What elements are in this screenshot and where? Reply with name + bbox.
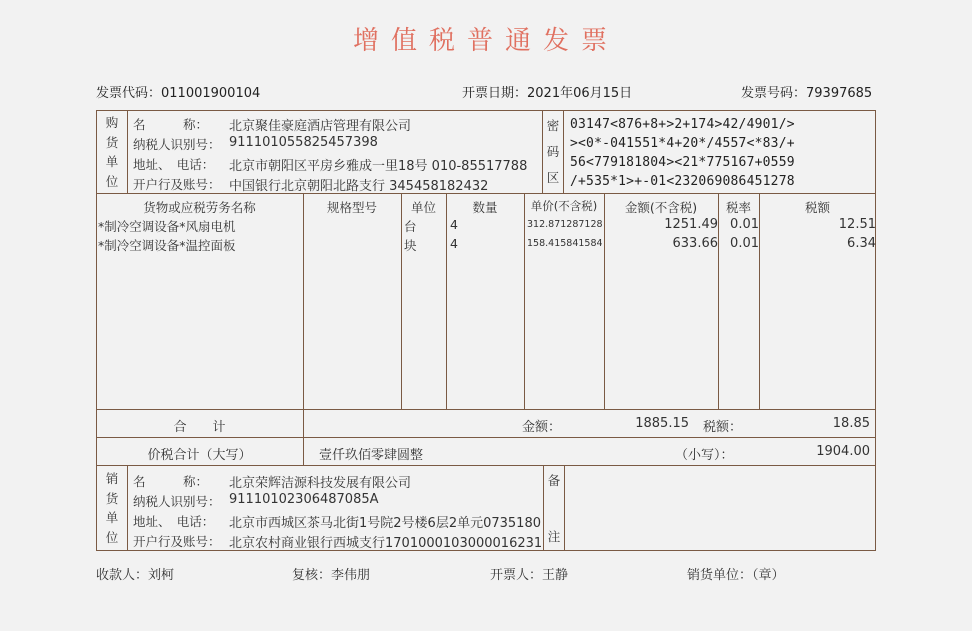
grand-total-in-words: 壹仟玖佰零肆圆整 [319, 448, 424, 463]
item-unit: 块 [404, 238, 417, 253]
item-amount: 1251.49 [664, 217, 718, 232]
totals-amount-label: 金额： [522, 420, 562, 435]
seller-section-label: 销 货 单 位 [105, 471, 119, 545]
item-rate: 0.01 [730, 236, 759, 251]
item-amount: 633.66 [672, 236, 718, 251]
totals-tax: 18.85 [832, 416, 870, 431]
item-name: *制冷空调设备*温控面板 [98, 238, 236, 253]
seller-bank: 北京农村商业银行西城支行1701000103000016231 [229, 536, 543, 551]
issuer-value: 王静 [542, 568, 569, 583]
totals-label: 合 计 [173, 420, 226, 435]
col-header-amount: 金额(不含税) [624, 200, 698, 215]
reviewer-label: 复核： [292, 568, 332, 583]
col-header-unit: 单位 [410, 200, 436, 215]
seller-unit-stamp: 销货单位：（章） [687, 568, 785, 583]
seller-bank-label: 开户行及账号： [133, 534, 221, 549]
invoice-date-value: 2021年06月15日 [527, 86, 633, 101]
invoice-code-label: 发票代码： [96, 86, 162, 101]
buyer-address-label: 地址、 电话： [133, 157, 215, 172]
buyer-bank-label: 开户行及账号： [133, 177, 221, 192]
buyer-bank: 中国银行北京朝阳北路支行 345458182432 [229, 179, 489, 194]
cipher-section-label: 密 码 区 [546, 118, 560, 185]
grand-total-label: 价税合计（大写） [147, 448, 252, 463]
payee-label: 收款人： [96, 568, 149, 583]
col-header-rate: 税率 [725, 200, 751, 215]
buyer-section-label: 购 货 单 位 [105, 115, 119, 189]
item-name: *制冷空调设备*风扇电机 [98, 219, 236, 234]
invoice-date-label: 开票日期： [462, 86, 528, 101]
remarks-section-label: 备 注 [547, 473, 561, 544]
col-header-spec: 规格型号 [326, 200, 377, 215]
item-rate: 0.01 [730, 217, 759, 232]
seller-tax-id: 91110102306487085A [229, 492, 379, 507]
grand-total-small-label: （小写）： [675, 448, 734, 463]
item-tax: 12.51 [838, 217, 876, 232]
cipher-line: 03147<876+8+>2+174>42/4901/> [570, 117, 795, 132]
item-price: 158.415841584 [527, 238, 603, 249]
invoice-number [741, 82, 872, 101]
seller-name: 北京荣辉洁源科技发展有限公司 [229, 476, 412, 491]
item-qty: 4 [450, 217, 458, 232]
seller-address-label: 地址、 电话： [133, 514, 215, 529]
payee [96, 564, 174, 583]
reviewer-value: 李伟朋 [331, 568, 371, 583]
issuer-label: 开票人： [490, 568, 543, 583]
totals-tax-label: 税额： [703, 420, 743, 435]
col-header-name: 货物或应税劳务名称 [143, 200, 256, 215]
buyer-name: 北京聚佳豪庭酒店管理有限公司 [229, 119, 412, 134]
buyer-name-label: 名 称： [133, 117, 209, 132]
invoice-code [96, 82, 260, 101]
col-header-price: 单价(不含税) [530, 199, 598, 213]
seller-address: 北京市西城区茶马北街1号院2号楼6层2单元0735180 [229, 516, 541, 531]
invoice-date [462, 82, 632, 101]
cipher-line: 56<779181804><21*775167+0559 [570, 155, 795, 170]
reviewer [292, 564, 370, 583]
buyer-tax-id: 911101055825457398 [229, 135, 378, 150]
col-header-qty: 数量 [472, 200, 498, 215]
seller-name-label: 名 称： [133, 474, 209, 489]
cipher-line: /+535*1>+-01<232069086451278 [570, 174, 795, 189]
item-qty: 4 [450, 236, 458, 251]
col-header-tax: 税额 [804, 200, 830, 215]
seller-tax-id-label: 纳税人识别号： [133, 494, 221, 509]
item-price: 312.871287128 [527, 219, 603, 230]
invoice-title: 增值税普通发票 [352, 26, 619, 56]
grand-total-value: 1904.00 [816, 444, 870, 459]
payee-value: 刘柯 [148, 568, 175, 583]
buyer-tax-id-label: 纳税人识别号： [133, 137, 221, 152]
cipher-line: ><0*-041551*4+20*/4557<*83/+ [570, 136, 795, 151]
invoice-number-value: 79397685 [806, 86, 873, 101]
issuer [490, 564, 568, 583]
buyer-address: 北京市朝阳区平房乡雅成一里18号 010-85517788 [229, 159, 528, 174]
item-tax: 6.34 [847, 236, 876, 251]
invoice-code-value: 011001900104 [161, 86, 261, 101]
totals-amount: 1885.15 [635, 416, 689, 431]
invoice-number-label: 发票号码： [741, 86, 807, 101]
item-unit: 台 [404, 219, 417, 234]
